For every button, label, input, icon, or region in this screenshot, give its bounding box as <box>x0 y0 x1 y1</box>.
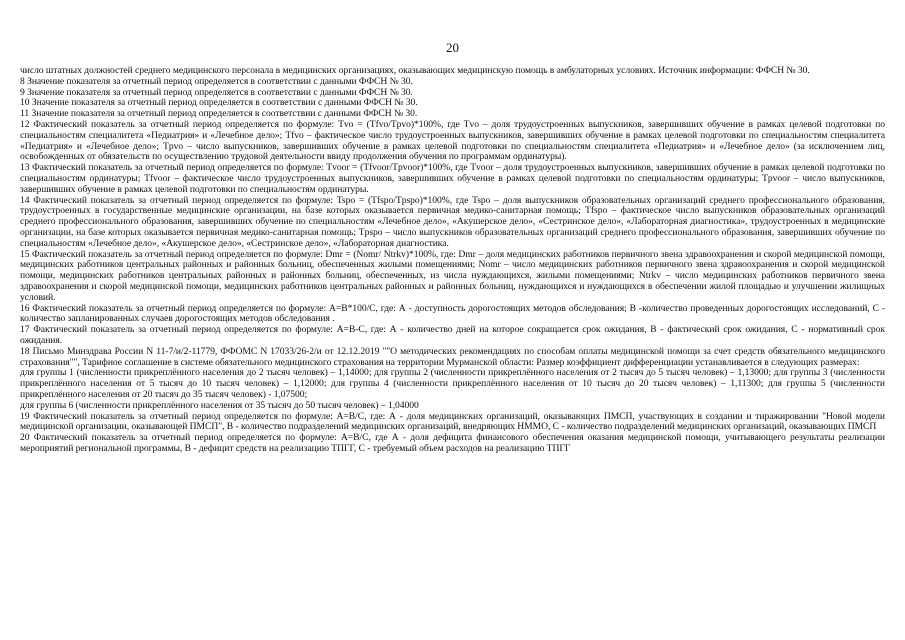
footnote-10: 10 Значение показателя за отчетный период определяется в соответствии с данными ФФСН № 30. <box>20 97 418 109</box>
footnote-paragraph: число штатных должностей среднего медицинского персонала в медицинских организациях, оказывающих медицинскую помощь в амбулаторных условиях. Источник информации: ФФСН № 30. <box>20 65 810 76</box>
footnote-9: 9 Значение показателя за отчетный период определяется в соответствии с данными ФФСН № 30. <box>20 86 413 98</box>
footnote-18-group-6: для группы 6 (численности прикреплённого населения от 35 тысяч до 50 тысяч человек) – 1,04000 <box>20 399 419 411</box>
footnote-15: 15 Фактический показатель за отчетный период определяется по формуле: Dmr = (Nomr/ Ntrkv)*100%, где: Dmr – доля медицинских работников первичного звена здравоохранения и скорой медицинской помощи, медицинских работников центральных районных и районных больниц, обеспеченных жилыми помещениями; Nomr – число медицинских работников первичного звена здравоохранения и скорой медицинской помощи, медицинских работников центральных районных и районных больниц, обеспеченных, из числа нуждающихся, жилыми помещениями; Ntrkv – число медицинских работников первичного звена здравоохранения и скорой медицинской помощи, медицинских работников центральных районных и районных больниц, нуждающихся и нуждающихся в обеспечении жилой площадью и улучшении жилищных условий. <box>20 248 885 303</box>
page-number: 20 <box>446 40 459 55</box>
footnote-12: 12 Фактический показатель за отчетный период определяется по формуле: Tvo = (Tfvo/Tpvo)*100%, где Tvo – доля трудоустроенных выпускников, завершивших обучение в рамках целевой подготовки по специальностям специалитета «Педиатрия» и «Лечебное дело»; Tfvo – фактическое число трудоустроенных выпускников, завершивших обучение в рамках целевой подготовки по специальностям специалитета «Педиатрия» и «Лечебное дело»; Tpvo – число выпускников, завершивших обучение в рамках целевой подготовки по специальностям специалитета «Педиатрия» и «Лечебное дело» (за исключением лиц, освобожденных от обязательств по осуществлению трудовой деятельности ввиду продолжения обучения по программам ординатуры). <box>20 118 885 163</box>
footnote-14: 14 Фактический показатель за отчетный период определяется по формуле: Tspo = (Tfspo/Tpspo)*100%, где Tspo – доля выпускников образовательных организаций среднего профессионального образования, трудоустроенных в государственные медицинские организации, на базе которых оказывается первичная медико-санитарная помощь; Tfspo – фактическое число выпускников образовательных организаций среднего профессионального образования, завершивших обучение по специальностям «Лечебное дело», «Акушерское дело», «Сестринское дело», «Лабораторная диагностика», трудоустроенных в медицинские организации, на базе которых оказывается первичная медико-санитарная помощь; Tpspo – число выпускников образовательных организаций среднего профессионального образования, завершивших обучение по специальностям «Лечебное дело», «Акушерское дело», «Сестринское дело», «Лабораторная диагностика. <box>20 194 885 249</box>
footnote-20: 20 Фактический показатель за отчетный период определяется по формуле: А=В/С, где А - доля дефицита финансового обеспечения оказания медицинской помощи, учитывающего результаты реализации мероприятий региональной программы, В - дефицит средств на реализацию ТПГГ, С - требуемый объем расходов на реализацию ТПГГ <box>20 432 885 454</box>
footnote-18-groups: для группы 1 (численности прикреплённого населения до 2 тысяч человек) – 1,14000; для группы 2 (численности прикреплённого населения от 2 тысяч до 5 тысяч человек) – 1,13000; для группы 3 (численности прикреплённого населения от 5 тысяч до 10 тысяч человек) – 1,12000; для группы 4 (численности прикреплённого населения от 10 тысяч до 20 тысяч человек) – 1,11300; для группы 5 (численности прикреплённого населения от 20 тысяч до 35 тысяч человек) - 1,07500; <box>20 367 885 400</box>
footnote-13: 13 Фактический показатель за отчетный период определяется по формуле: Tvoor = (Tfvoor/Tpvoor)*100%, где Tvoor – доля трудоустроенных выпускников, завершивших обучение в рамках целевой подготовки по специальностям ординатуры; Tfvoor – фактическое число трудоустроенных выпускников, завершивших обучение в рамках целевой подготовки по специальностям ординатуры; Tpvoor – число выпускников, завершивших обучение в рамках целевой подготовки по специальностям ординатуры. <box>20 162 885 195</box>
footnote-19: 19 Фактический показатель за отчетный период определяется по формуле: А=В/С, где: А - доля медицинских организаций, оказывающих ПМСП, участвующих в создании и тиражировании "Новой модели медицинской организации, оказывающей ПМСП", В - количество подразделений медицинских организаций, внедряющих НММО, С - количество подразделений медицинских организаций, оказывающих ПМСП <box>20 410 885 433</box>
footnote-8: 8 Значение показателя за отчетный период определяется в соответствии с данными ФФСН № 30. <box>20 75 413 87</box>
footnote-18: 18 Письмо Минздрава России N 11-7/и/2-11779, ФФОМС N 17033/26-2/и от 12.12.2019 ""О методических рекомендациях по способам оплаты медицинской помощи за счет средств обязательного медицинского страхования"", Тарифное соглашение в системе обязательного медицинского страхования на территории Мурманской области: Размер коэффициент дифференциации устанавливается в следующих размерах: <box>20 345 885 368</box>
footnote-16: 16 Фактический показатель за отчетный период определяется по формуле: A=B*100/C, где: А - доступность дорогостоящих методов обследования; В -количество проведенных дорогостоящих исследований, С - количество запланированных случаев дорогостоящих методов обследования . <box>20 302 885 325</box>
footnote-11: 11 Значение показателя за отчетный период определяется в соответствии с данными ФФСН № 30. <box>20 108 418 120</box>
footnotes-body <box>20 66 885 455</box>
footnote-17: 17 Фактический показатель за отчетный период определяется по формуле: А=В-С, где: А - количество дней на которое сокращается срок ожидания, В - фактический срок ожидания, С - нормативный срок ожидания. <box>20 324 885 346</box>
